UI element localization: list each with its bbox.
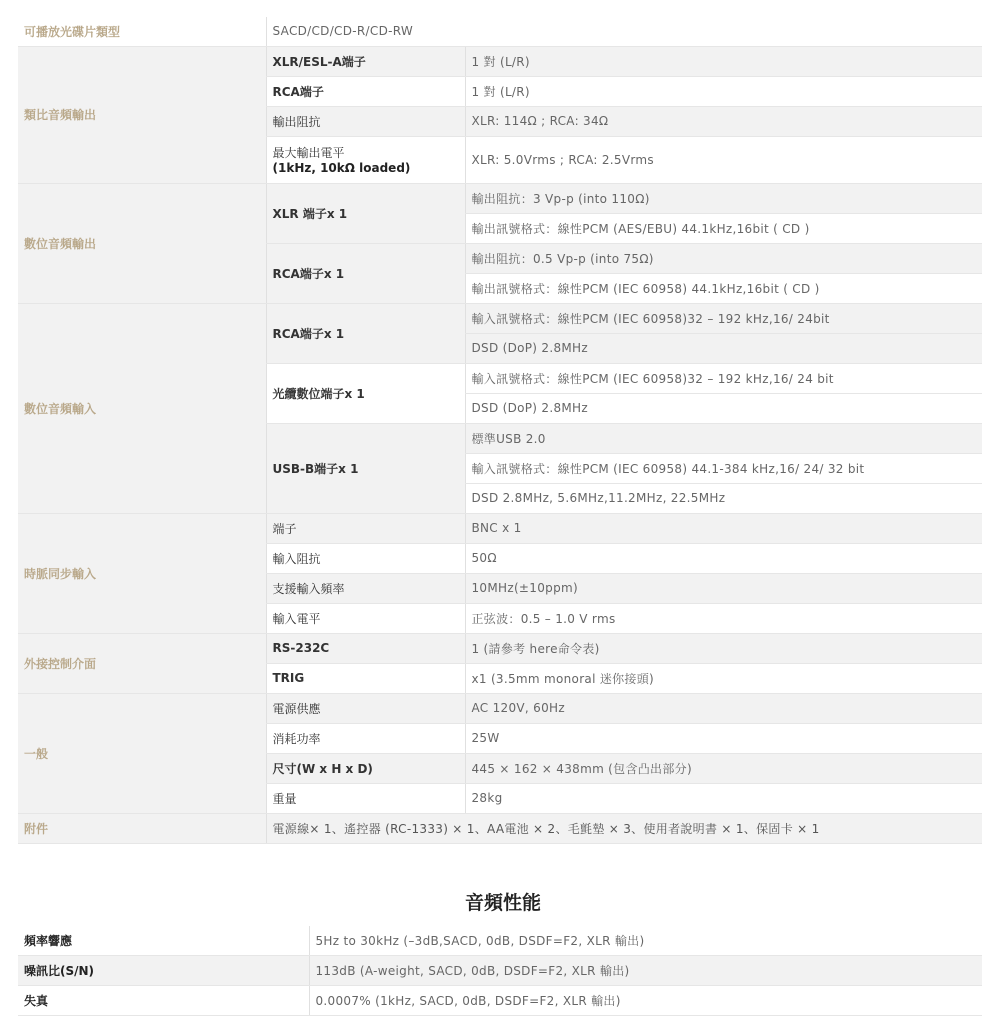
spec-row-disc-types [18,17,982,46]
spec-value: 28kg [465,783,982,813]
spec-value: 輸出訊號格式：線性PCM (IEC 60958) 44.1kHz,16bit ( CD ) [465,273,982,303]
spec-value: 1 (請參考 here命令表) [465,633,982,663]
spec-value: DSD (DoP) 2.8MHz [465,333,982,363]
performance-table [18,926,982,1016]
spec-sublabel: RCA端子x 1 [266,243,465,303]
spec-row [18,633,982,663]
spec-sublabel: 尺寸(W x H x D) [266,753,465,783]
spec-value: 輸入訊號格式：線性PCM (IEC 60958)32 – 192 kHz,16/ 24bit [465,303,982,333]
spec-value: 輸入訊號格式：線性PCM (IEC 60958)32 – 192 kHz,16/ 24 bit [465,363,982,393]
spec-value: 輸出阻抗：0.5 Vp-p (into 75Ω) [465,243,982,273]
spec-row-accessories [18,813,982,843]
spec-value: DSD 2.8MHz, 5.6MHz,11.2MHz, 22.5MHz [465,483,982,513]
spec-row [18,183,982,213]
spec-sublabel-line2: (1kHz, 10kΩ loaded) [272,161,411,175]
spec-sublabel: 輸入電平 [266,603,465,633]
section-title: 音頻性能 [464,892,541,914]
spec-sublabel: RCA端子x 1 [266,303,465,363]
spec-sublabel [266,136,465,183]
perf-row [18,926,982,956]
spec-sublabel: 消耗功率 [266,723,465,753]
spec-value: 正弦波：0.5 – 1.0 V rms [465,603,982,633]
spec-sublabel: TRIG [266,663,465,693]
spec-row [18,46,982,76]
category-label: 附件 [18,813,266,843]
perf-value: 113dB (A-weight, SACD, 0dB, DSDF=F2, XLR 輸出) [309,956,982,986]
spec-sublabel-line1: 最大輸出電平 [272,146,345,160]
spec-value: XLR: 114Ω ; RCA: 34Ω [465,106,982,136]
spec-sublabel: XLR/ESL-A端子 [266,46,465,76]
spec-sublabel: 端子 [266,513,465,543]
spec-table [18,17,982,844]
spec-value: BNC x 1 [465,513,982,543]
spec-sublabel: RCA端子 [266,76,465,106]
spec-value: 25W [465,723,982,753]
spec-value: 標準USB 2.0 [465,423,982,453]
spec-value: SACD/CD/CD-R/CD-RW [266,17,982,46]
spec-value: DSD (DoP) 2.8MHz [465,393,982,423]
spec-sublabel: 重量 [266,783,465,813]
spec-sublabel: 光纜數位端子x 1 [266,363,465,423]
spec-value: 1 對 (L/R) [465,46,982,76]
category-label: 一般 [18,693,266,813]
category-label: 外接控制介面 [18,633,266,693]
spec-value: 輸出阻抗：3 Vp-p (into 110Ω) [465,183,982,213]
spec-value: 輸出訊號格式：線性PCM (AES/EBU) 44.1kHz,16bit ( CD ) [465,213,982,243]
category-label: 時脈同步輸入 [18,513,266,633]
spec-sublabel: RS-232C [266,633,465,663]
category-label: 可播放光碟片類型 [18,17,266,46]
category-label: 數位音頻輸入 [18,303,266,513]
spec-value: 電源線× 1、遙控器 (RC-1333) × 1、AA電池 × 2、毛氈墊 × 3、使用者說明書 × 1、保固卡 × 1 [266,813,982,843]
perf-label: 失真 [18,986,309,1016]
spec-row [18,303,982,333]
perf-value: 5Hz to 30kHz (–3dB,SACD, 0dB, DSDF=F2, XLR 輸出) [309,926,982,956]
spec-value: 50Ω [465,543,982,573]
spec-value: AC 120V, 60Hz [465,693,982,723]
spec-sublabel: 輸出阻抗 [266,106,465,136]
perf-row [18,956,982,986]
perf-label: 噪訊比(S/N) [18,956,309,986]
spec-value: x1 (3.5mm monoral 迷你接頭) [465,663,982,693]
category-label: 數位音頻輸出 [18,183,266,303]
spec-value: 1 對 (L/R) [465,76,982,106]
spec-sublabel: 電源供應 [266,693,465,723]
perf-value: 0.0007% (1kHz, SACD, 0dB, DSDF=F2, XLR 輸出) [309,986,982,1016]
spec-value: 10MHz(±10ppm) [465,573,982,603]
spec-sublabel: XLR 端子x 1 [266,183,465,243]
category-label: 類比音頻輸出 [18,46,266,183]
spec-value: 輸入訊號格式：線性PCM (IEC 60958) 44.1-384 kHz,16/ 24/ 32 bit [465,453,982,483]
spec-value: XLR: 5.0Vrms ; RCA: 2.5Vrms [465,136,982,183]
spec-row [18,693,982,723]
spec-sublabel: 支援輸入頻率 [266,573,465,603]
spec-sublabel: 輸入阻抗 [266,543,465,573]
spec-sublabel: USB-B端子x 1 [266,423,465,513]
spec-value: 445 × 162 × 438mm (包含凸出部分) [465,753,982,783]
perf-label: 頻率響應 [18,926,309,956]
spec-row [18,513,982,543]
perf-row [18,986,982,1016]
